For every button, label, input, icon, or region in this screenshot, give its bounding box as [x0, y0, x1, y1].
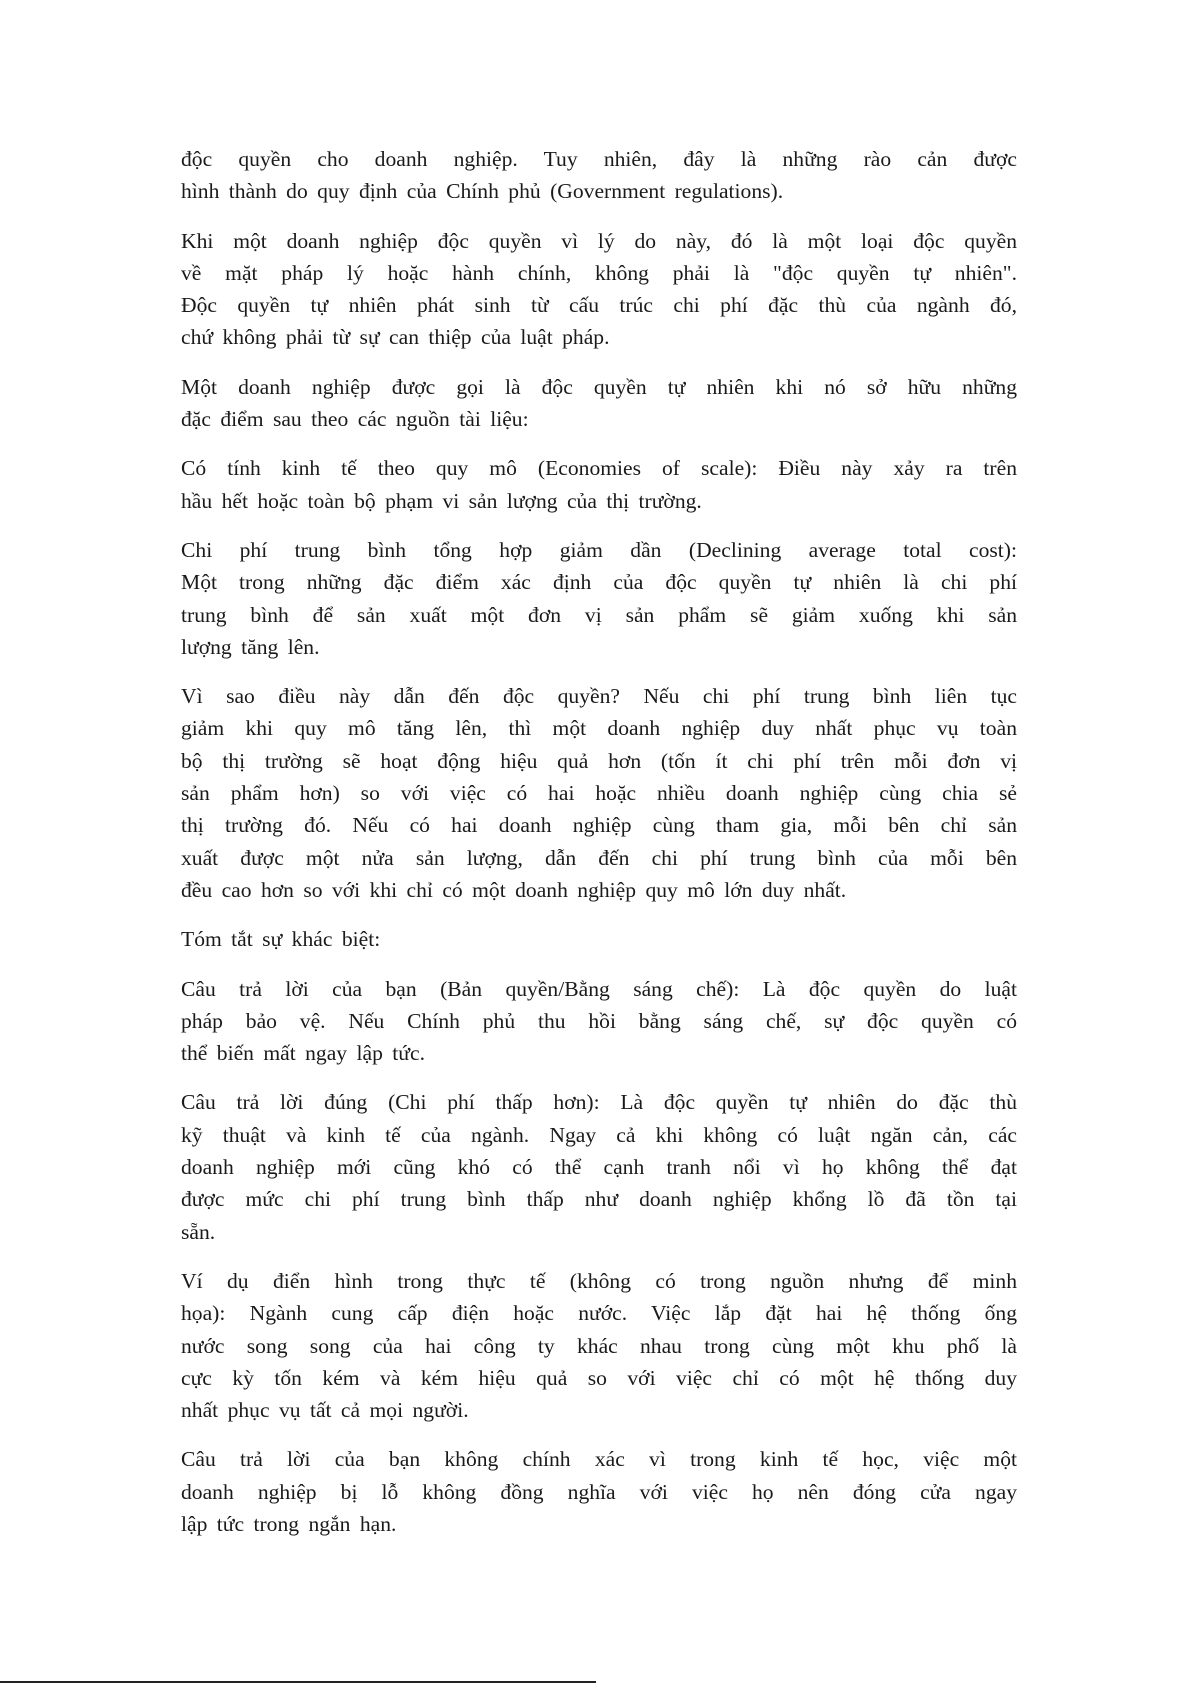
text-line: Có tính kinh tế theo quy mô (Economies of scale): Điều này xảy ra trên: [181, 456, 1017, 481]
text-line: pháp bảo vệ. Nếu Chính phủ thu hồi bằng sáng chế, sự độc quyền có: [181, 1008, 1017, 1033]
text-line: doanh nghiệp mới cũng khó có thể cạnh tranh nổi vì họ không thể đạt: [181, 1155, 1017, 1180]
text-line: cực kỳ tốn kém và kém hiệu quả so với việc chỉ có một hệ thống duy: [181, 1365, 1017, 1390]
text-line: trung bình để sản xuất một đơn vị sản phẩm sẽ giảm xuống khi sản: [181, 602, 1017, 627]
paragraph: [181, 534, 1017, 663]
paragraph: [181, 1265, 1017, 1426]
text-line: doanh nghiệp bị lỗ không đồng nghĩa với việc họ nên đóng cửa ngay: [181, 1479, 1017, 1504]
paragraph: [181, 1443, 1017, 1540]
text-line: Khi một doanh nghiệp độc quyền vì lý do này, đó là một loại độc quyền: [181, 228, 1017, 253]
paragraph: [181, 680, 1017, 906]
text-line: thể biến mất ngay lập tức.: [181, 1041, 425, 1066]
text-line: hầu hết hoặc toàn bộ phạm vi sản lượng của thị trường.: [181, 488, 702, 513]
paragraph: [181, 973, 1017, 1070]
text-line: nước song song của hai công ty khác nhau trong cùng một khu phố là: [181, 1333, 1017, 1358]
text-line: kỹ thuật và kinh tế của ngành. Ngay cả khi không có luật ngăn cản, các: [181, 1122, 1017, 1147]
paragraph: [181, 452, 1017, 517]
text-line: đặc điểm sau theo các nguồn tài liệu:: [181, 407, 529, 432]
text-line: sẵn.: [181, 1219, 216, 1244]
text-line: thị trường đó. Nếu có hai doanh nghiệp cùng tham gia, mỗi bên chỉ sản: [181, 813, 1017, 838]
text-line: Một doanh nghiệp được gọi là độc quyền tự nhiên khi nó sở hữu những: [181, 374, 1017, 399]
text-line: đều cao hơn so với khi chỉ có một doanh nghiệp quy mô lớn duy nhất.: [181, 877, 847, 902]
text-line: Câu trả lời của bạn không chính xác vì trong kinh tế học, việc một: [181, 1447, 1017, 1472]
text-line: Câu trả lời của bạn (Bản quyền/Bằng sáng chế): Là độc quyền do luật: [181, 976, 1017, 1001]
paragraph: [181, 225, 1017, 354]
text-line: lượng tăng lên.: [181, 634, 320, 659]
text-line: Vì sao điều này dẫn đến độc quyền? Nếu chi phí trung bình liên tục: [181, 684, 1017, 709]
text-line: giảm khi quy mô tăng lên, thì một doanh nghiệp duy nhất phục vụ toàn: [181, 716, 1017, 741]
paragraph: [181, 1086, 1017, 1247]
text-line: độc quyền cho doanh nghiệp. Tuy nhiên, đây là những rào cản được: [181, 147, 1017, 171]
text-line: về mặt pháp lý hoặc hành chính, không phải là "độc quyền tự nhiên".: [181, 260, 1017, 285]
text-line: nhất phục vụ tất cả mọi người.: [181, 1398, 469, 1423]
text-line: chứ không phải từ sự can thiệp của luật pháp.: [181, 325, 610, 350]
page-bottom-rule: [0, 1681, 596, 1683]
text-line: Ví dụ điển hình trong thực tế (không có trong nguồn nhưng để minh: [181, 1268, 1017, 1293]
text-line: sản phẩm hơn) so với việc có hai hoặc nhiều doanh nghiệp cùng chia sẻ: [181, 781, 1017, 806]
paragraph: [181, 143, 1017, 208]
paragraph: [181, 371, 1017, 436]
text-line: lập tức trong ngắn hạn.: [181, 1511, 397, 1536]
text-line: xuất được một nửa sản lượng, dẫn đến chi phí trung bình của mỗi bên: [181, 845, 1017, 870]
text-line: bộ thị trường sẽ hoạt động hiệu quả hơn (tốn ít chi phí trên mỗi đơn vị: [181, 748, 1017, 773]
text-line: họa): Ngành cung cấp điện hoặc nước. Việc lắp đặt hai hệ thống ống: [181, 1301, 1017, 1326]
text-line: Tóm tắt sự khác biệt:: [181, 927, 381, 952]
text-line: được mức chi phí trung bình thấp như doanh nghiệp khổng lồ đã tồn tại: [181, 1187, 1017, 1212]
text-line: Câu trả lời đúng (Chi phí thấp hơn): Là độc quyền tự nhiên do đặc thù: [181, 1090, 1017, 1115]
text-line: Chi phí trung bình tổng hợp giảm dần (Declining average total cost):: [181, 537, 1017, 562]
paragraph: [181, 923, 1017, 955]
document-body: [181, 143, 1017, 1557]
text-line: hình thành do quy định của Chính phủ (Government regulations).: [181, 179, 784, 204]
text-line: Một trong những đặc điểm xác định của độc quyền tự nhiên là chi phí: [181, 570, 1017, 595]
text-line: Độc quyền tự nhiên phát sinh từ cấu trúc chi phí đặc thù của ngành đó,: [181, 293, 1017, 318]
